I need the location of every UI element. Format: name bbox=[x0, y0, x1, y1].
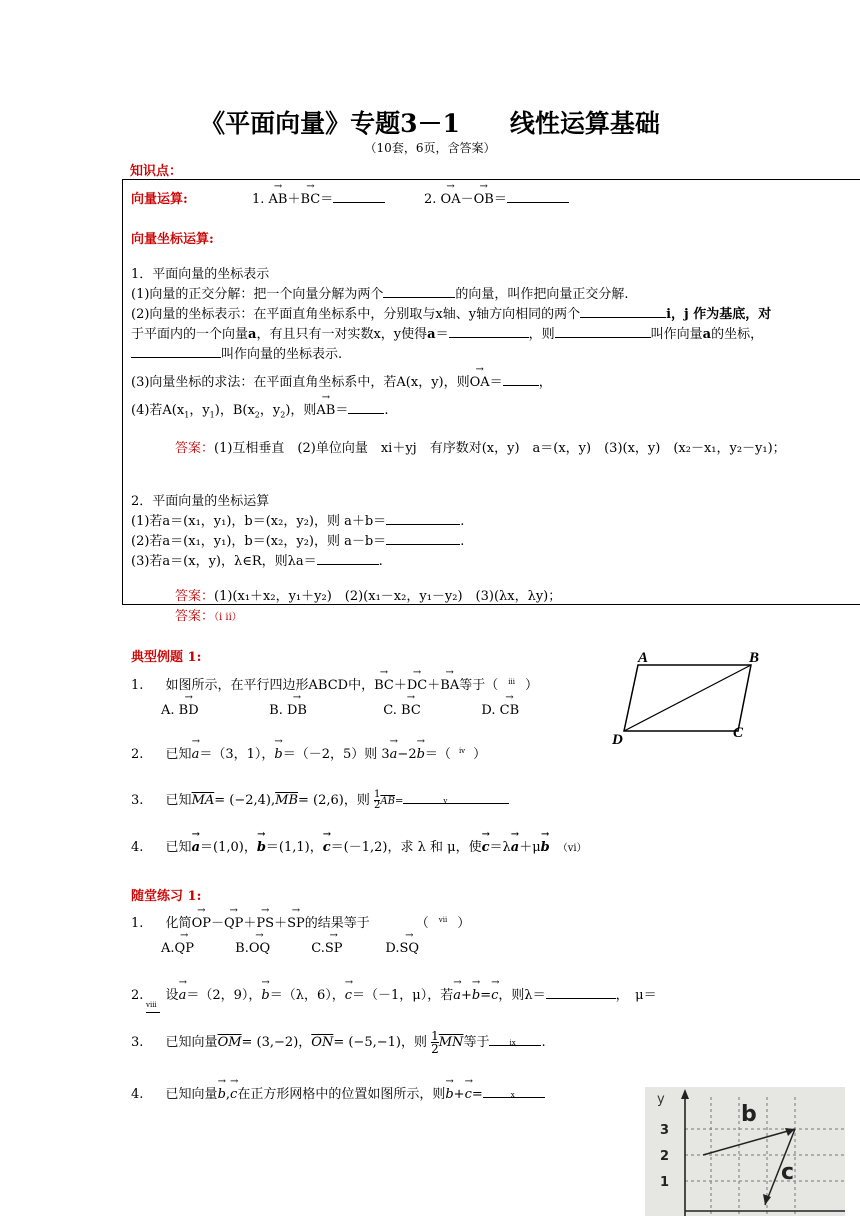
fraction-half: $\frac{1}{2}$ bbox=[431, 1029, 439, 1056]
answer-notes: （i ii） bbox=[214, 612, 242, 623]
practice1-q4 bbox=[131, 1083, 545, 1102]
option-b: B.→ OQ bbox=[235, 941, 307, 956]
blank-line bbox=[348, 413, 384, 414]
option-c: C.→ SP bbox=[311, 941, 381, 956]
text-span: = bbox=[480, 988, 492, 1003]
vector-on: $\overline{ON}$ bbox=[311, 1035, 334, 1050]
blank-line bbox=[546, 998, 616, 999]
example1-q4 bbox=[131, 836, 587, 855]
vector-bc: → BC bbox=[301, 192, 321, 207]
page-subtitle: （10套，6页，含答案） bbox=[364, 141, 496, 155]
practice1-q2 bbox=[131, 984, 657, 1003]
text-span: ＝（3，1）， bbox=[199, 747, 275, 762]
practice1-q2-note: viii bbox=[146, 1001, 157, 1009]
op2-number: 2. bbox=[424, 192, 437, 207]
text-span: ＝（λ，6）， bbox=[269, 988, 345, 1003]
text-span: 已知 bbox=[165, 793, 192, 808]
s1-answer bbox=[175, 437, 786, 456]
vector-b: → b bbox=[445, 1087, 453, 1102]
vector-b: → b bbox=[218, 1087, 226, 1102]
vector-c: → c bbox=[482, 840, 490, 855]
text-span: ＋ bbox=[243, 916, 257, 931]
blank-line bbox=[489, 1039, 541, 1047]
vector-ops-row bbox=[131, 188, 188, 207]
s2-line2 bbox=[131, 530, 464, 549]
s1-line5 bbox=[131, 371, 552, 390]
vector-a: → a bbox=[390, 747, 398, 762]
text-span: 的结果等于 bbox=[304, 916, 370, 931]
op1-number: 1. bbox=[252, 192, 265, 207]
answer-text: (1)(x₁＋x₂，y₁＋y₂) (2)(x₁－x₂，y₁－y₂) (3)(λx，λy)； bbox=[214, 589, 562, 604]
text-span: 化简 bbox=[165, 916, 192, 931]
vector-a: → a bbox=[192, 747, 200, 762]
footnote-marker: x bbox=[510, 1091, 515, 1099]
equals-sign: ＝ bbox=[320, 192, 334, 207]
vector-c: → c bbox=[465, 1087, 472, 1102]
text-span: . bbox=[460, 514, 465, 529]
text-span: (4)若A(x bbox=[131, 403, 185, 418]
vector-c: → c bbox=[491, 988, 498, 1003]
text-span: 叫作向量 bbox=[650, 327, 703, 342]
s2-line3 bbox=[131, 550, 383, 569]
vector-qp: → QP bbox=[224, 916, 243, 931]
text-span: = (3,−2)， bbox=[241, 1035, 312, 1050]
practice1-q3 bbox=[131, 1030, 546, 1055]
text-span: ＝(－1,2)，求 λ 和 μ，使 bbox=[330, 840, 482, 855]
blank-line bbox=[580, 317, 666, 318]
text-span: 的向量，叫作把向量正交分解. bbox=[455, 287, 629, 302]
question-number: 2. bbox=[131, 747, 144, 762]
text-span: )，B(x bbox=[214, 403, 255, 418]
tick-label-2: 2 bbox=[660, 1149, 670, 1164]
coord-ops-label: 向量坐标运算: bbox=[131, 232, 214, 247]
text-span: + bbox=[461, 988, 472, 1003]
vertex-label-d: D bbox=[612, 732, 623, 748]
text-span: ＝(1,0)， bbox=[200, 840, 257, 855]
text-span: (2)向量的坐标表示：在平面直角坐标系中，分别取与x轴、y轴方向相同的两个 bbox=[131, 307, 581, 322]
vector-ba: → BA bbox=[440, 678, 459, 693]
diagonal-line bbox=[624, 665, 751, 731]
text-span: = (−2,4), bbox=[214, 793, 276, 808]
s2-line1 bbox=[131, 510, 464, 529]
s1-line4 bbox=[131, 343, 342, 362]
question-number: 1. bbox=[131, 678, 144, 693]
vector-ma: $\overline{MA}$ bbox=[191, 793, 215, 808]
text-span: ，y bbox=[259, 403, 281, 418]
text-span: . bbox=[378, 554, 383, 569]
vector-bc: → BC bbox=[374, 678, 394, 693]
text-span: )，则 bbox=[285, 403, 317, 418]
footnote-marker: ix bbox=[509, 1039, 516, 1047]
vector-ob: → OB bbox=[474, 192, 494, 207]
s1-line2 bbox=[131, 303, 771, 322]
fraction-half: $\frac{1}{2}$ bbox=[374, 789, 381, 811]
text-span: ＝ bbox=[489, 375, 503, 390]
example1-q1 bbox=[131, 674, 538, 693]
option-c: C. → BC bbox=[383, 703, 477, 718]
text-span: ） bbox=[473, 747, 487, 762]
vector-b-line bbox=[703, 1129, 795, 1155]
axis-label-y: y bbox=[657, 1092, 665, 1107]
text-span: −2 bbox=[397, 747, 417, 762]
text-span: (1)向量的正交分解：把一个向量分解为两个 bbox=[131, 287, 384, 302]
knowledge-label: 知识点： bbox=[130, 164, 183, 179]
y-axis-arrow bbox=[681, 1089, 689, 1099]
text-span: (3)向量坐标的求法：在平面直角坐标系中，若A(x，y)，则 bbox=[131, 375, 470, 390]
option-d: D. → CB bbox=[481, 703, 519, 718]
option-b: B. → DB bbox=[269, 703, 379, 718]
vector-a: a bbox=[248, 327, 257, 342]
text-span: 在正方形网格中的位置如图所示，则 bbox=[237, 1087, 446, 1102]
s1-line3 bbox=[131, 323, 763, 342]
text-span: 如图所示，在平行四边形ABCD中， bbox=[165, 678, 375, 693]
minus-sign: － bbox=[460, 192, 474, 207]
text-span: ，有且只有一对实数x，y使得 bbox=[256, 327, 428, 342]
vector-mb: $\overline{MB}$ bbox=[275, 793, 299, 808]
text-span: 已知 bbox=[165, 840, 192, 855]
vertex-label-b: B bbox=[749, 650, 760, 666]
text-span: 已知向量 bbox=[165, 1035, 218, 1050]
question-number: 4. bbox=[131, 1087, 144, 1102]
page-title: 《平面向量》专题3－1 线性运算基础 bbox=[200, 109, 660, 138]
question-number: 4. bbox=[131, 840, 144, 855]
vector-b: → b bbox=[417, 747, 425, 762]
text-span: . bbox=[460, 534, 465, 549]
vector-op-2 bbox=[424, 188, 569, 207]
text-span: = bbox=[471, 1087, 483, 1102]
vector-b: → b bbox=[261, 988, 269, 1003]
blank-line bbox=[483, 1091, 545, 1099]
text-span: 叫作向量的坐标表示. bbox=[221, 347, 343, 362]
blank-line bbox=[403, 797, 509, 805]
vertex-label-c: C bbox=[733, 725, 744, 741]
footnote-marker: vii bbox=[438, 915, 448, 924]
s2-answer bbox=[175, 585, 561, 604]
vector-dc: → DC bbox=[407, 678, 427, 693]
text-span: ， bbox=[538, 375, 552, 390]
blank-line bbox=[503, 385, 539, 386]
vector-label-c: c bbox=[781, 1160, 795, 1185]
text-span: ， μ＝ bbox=[615, 988, 657, 1003]
option-d: D.→ SQ bbox=[385, 941, 419, 956]
footnote-marker: v bbox=[443, 797, 448, 805]
vector-ab: → AB bbox=[316, 403, 335, 418]
vector-ops-label: 向量运算: bbox=[131, 192, 188, 207]
tick-label-3: 3 bbox=[660, 1123, 670, 1138]
blank-line bbox=[449, 337, 529, 338]
vector-b: → b bbox=[541, 840, 550, 855]
text-span: + bbox=[453, 1087, 465, 1102]
vector-a: a bbox=[427, 327, 436, 342]
text-span: ＝（－2，5）则 3 bbox=[282, 747, 390, 762]
text-span: = (−5,−1)，则 bbox=[333, 1035, 427, 1050]
text-span: (2)若a＝(x₁，y₁)，b＝(x₂，y₂)，则 a－b＝ bbox=[131, 534, 387, 549]
answer-label: 答案： bbox=[175, 589, 215, 604]
text-span: 已知向量 bbox=[165, 1087, 218, 1102]
vector-a: → a bbox=[511, 840, 519, 855]
section2-heading: 2．平面向量的坐标运算 bbox=[131, 494, 270, 509]
text-span: ＝(1,1)， bbox=[265, 840, 323, 855]
text-span: ＋μ bbox=[519, 840, 541, 855]
vector-om: $\overline{OM}$ bbox=[217, 1035, 242, 1050]
vector-b: → b bbox=[472, 988, 480, 1003]
after-box-answer bbox=[175, 605, 242, 624]
text-span: ＝ bbox=[335, 403, 349, 418]
text-span: , bbox=[225, 1087, 231, 1102]
question-number: 2. bbox=[131, 988, 144, 1003]
option-a: A. → BD bbox=[161, 703, 265, 718]
vector-b: → b bbox=[257, 840, 266, 855]
text-span: (1)若a＝(x₁，y₁)，b＝(x₂，y₂)，则 a＋b＝ bbox=[131, 514, 387, 529]
answer-label: 答案： bbox=[175, 441, 215, 456]
vector-ab: $\overline{AB}$ bbox=[380, 796, 395, 807]
vector-mn: $\overline{MN}$ bbox=[438, 1035, 464, 1050]
grid-vector-figure bbox=[645, 1087, 845, 1216]
question-number: 1. bbox=[131, 916, 144, 931]
answer-label: 答案： bbox=[175, 609, 215, 624]
s1-line1 bbox=[131, 283, 629, 302]
text-span: = (2,6)，则 bbox=[298, 793, 370, 808]
question-number: 3. bbox=[131, 1035, 144, 1050]
question-number: 3. bbox=[131, 793, 144, 808]
blank-line bbox=[146, 1012, 160, 1013]
text-span: ＝λ bbox=[489, 840, 511, 855]
example1-q2 bbox=[131, 743, 486, 762]
text-span: ＝ bbox=[435, 327, 449, 342]
text-span: . bbox=[541, 1035, 546, 1050]
parallelogram-figure bbox=[608, 645, 778, 750]
text-span: 等于（ bbox=[459, 678, 499, 693]
text-span: 等于 bbox=[463, 1035, 490, 1050]
vector-oa: → OA bbox=[470, 375, 490, 390]
blank-line bbox=[131, 357, 221, 358]
footnote-marker: iii bbox=[508, 677, 515, 686]
vector-c: → c bbox=[230, 1087, 237, 1102]
text-span: ＝（2，9）， bbox=[186, 988, 262, 1003]
blank-line bbox=[386, 544, 460, 545]
text-span: . bbox=[384, 403, 389, 418]
blank-line bbox=[386, 524, 460, 525]
blank-line bbox=[383, 297, 455, 298]
s1-line6: (4)若$A(x_1$，$y_1$)，$B(x_2$，$y_2$)，则→ AB＝ . bbox=[131, 399, 389, 420]
plus-sign: ＋ bbox=[287, 192, 301, 207]
text-span: ） bbox=[457, 916, 471, 931]
text-span: ＋ bbox=[274, 916, 288, 931]
text-span: ） bbox=[524, 678, 538, 693]
blank-line bbox=[507, 202, 569, 203]
text-span: － bbox=[210, 916, 224, 931]
text-span: ＋ bbox=[393, 678, 407, 693]
tick-label-1: 1 bbox=[660, 1175, 670, 1190]
text-span: ＝（ bbox=[424, 747, 451, 762]
vector-c: → c bbox=[323, 840, 331, 855]
practice1-heading: 随堂练习 1: bbox=[131, 889, 202, 904]
text-span: 的坐标， bbox=[711, 327, 764, 342]
footnote-marker: （vi） bbox=[557, 843, 587, 854]
vector-a: a bbox=[702, 327, 712, 342]
vector-ab: → AB bbox=[269, 192, 288, 207]
vector-a: → a bbox=[453, 988, 461, 1003]
text-span: 设 bbox=[165, 988, 179, 1003]
text-span: ＝（－1，μ），若 bbox=[352, 988, 454, 1003]
vertex-label-a: A bbox=[638, 650, 649, 666]
vector-ps: → PS bbox=[256, 916, 274, 931]
text-span: ，则λ＝ bbox=[498, 988, 546, 1003]
practice1-q1-options bbox=[161, 941, 419, 956]
text-span: = bbox=[394, 796, 404, 807]
blank-line bbox=[317, 564, 379, 565]
text-span: 已知 bbox=[165, 747, 192, 762]
section1-heading: 1．平面向量的坐标表示 bbox=[131, 267, 270, 282]
text-span: ，y bbox=[189, 403, 210, 418]
text-span: ＋ bbox=[427, 678, 441, 693]
example1-q3 bbox=[131, 789, 509, 811]
example1-q1-options bbox=[161, 703, 519, 718]
vector-c-arrowhead bbox=[763, 1194, 771, 1205]
grid-figure-svg bbox=[645, 1087, 845, 1216]
blank-line bbox=[333, 202, 385, 203]
blank-line bbox=[555, 337, 651, 338]
vector-label-b: b bbox=[741, 1102, 757, 1127]
vector-a: → a bbox=[192, 840, 200, 855]
vector-op-1 bbox=[252, 188, 385, 207]
footnote-marker: iv bbox=[458, 746, 466, 755]
option-a: A.→ QP bbox=[161, 941, 231, 956]
text-span: （ bbox=[415, 916, 429, 931]
text-span: ，则 bbox=[528, 327, 555, 342]
vector-a: → a bbox=[179, 988, 187, 1003]
text-span: 于平面内的一个向量 bbox=[131, 327, 249, 342]
answer-text: (1)互相垂直 (2)单位向量 xi＋yj 有序数对(x，y) a＝(x，y) (3)(x，y) (x₂－x₁，y₂－y₁)； bbox=[214, 441, 786, 456]
vector-b: → b bbox=[274, 747, 282, 762]
text-span: (3)若a＝(x，y)，λ∈R，则λa＝ bbox=[131, 554, 317, 569]
practice1-q1 bbox=[131, 912, 470, 931]
vector-op: → OP bbox=[192, 916, 211, 931]
vector-sp: → SP bbox=[287, 916, 305, 931]
vector-oa: → OA bbox=[441, 192, 461, 207]
vector-c: → c bbox=[345, 988, 352, 1003]
example1-heading: 典型例题 1: bbox=[131, 650, 202, 665]
text-span: i，j 作为基底，对 bbox=[666, 307, 772, 322]
equals-sign: ＝ bbox=[493, 192, 507, 207]
